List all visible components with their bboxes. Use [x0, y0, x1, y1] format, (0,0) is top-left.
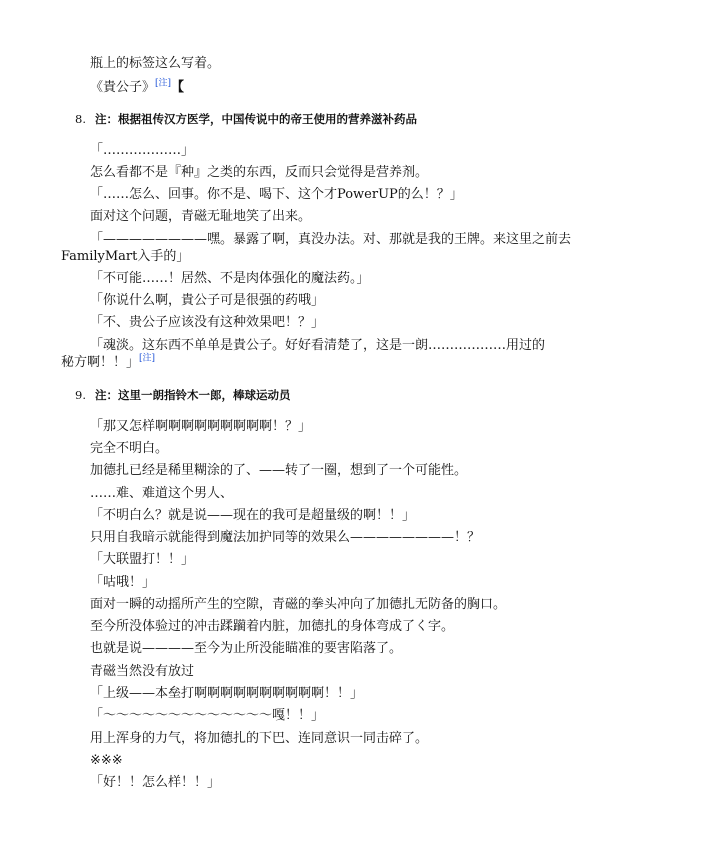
paragraph: 只用自我暗示就能得到魔法加护同等的效果么————————！？ [90, 530, 481, 545]
paragraph: 青磁当然没有放过 [90, 664, 195, 679]
paragraph: 完全不明白。 [90, 441, 169, 456]
paragraph: 「……怎么、回事。你不是、喝下、这个才PowerUP的么！？」 [90, 187, 463, 202]
paragraph: 面对这个问题，青磁无耻地笑了出来。 [90, 209, 312, 224]
footnote-number: 8. [75, 112, 86, 126]
paragraph-continuation [61, 354, 155, 372]
paragraph: 用上浑身的力气，将加德扎的下巴、连同意识一同击碎了。 [90, 731, 429, 746]
bracket-glyph: 【 [171, 80, 185, 95]
paragraph: 也就是说————至今为止所没能瞄准的要害陷落了。 [90, 641, 403, 656]
paragraph: 「魂淡。这东西不单单是貴公子。好好看清楚了，这是一朗………………用过的 [90, 338, 546, 353]
paragraph: 「咕哦！」 [90, 575, 156, 590]
footnote-text: 注：根据祖传汉方医学，中国传说中的帝王使用的营养滋补药品 [95, 112, 417, 126]
paragraph: 「～～～～～～～～～～～～～嘎！！」 [90, 708, 325, 723]
paragraph: 「上级——本垒打啊啊啊啊啊啊啊啊啊啊！！」 [90, 686, 364, 701]
paragraph: 「不明白么？就是说——现在的我可是超量级的啊！！」 [90, 508, 416, 523]
footnote [75, 110, 417, 128]
footnote-ref-link[interactable]: [注] [155, 78, 172, 89]
paragraph-text: 秘方啊！！」 [61, 355, 140, 370]
paragraph: 「不可能……！居然、不是肉体强化的魔法药。」 [90, 271, 370, 286]
paragraph-continuation: FamilyMart入手的」 [61, 249, 190, 264]
paragraph: ……难、难道这个男人、 [90, 486, 234, 501]
paragraph: 至今所没体验过的冲击蹂躏着内脏，加德扎的身体弯成了く字。 [90, 619, 455, 634]
footnote [75, 386, 291, 404]
paragraph: 「大联盟打！！」 [90, 552, 195, 567]
paragraph: 加德扎已经是稀里糊涂的了、——转了一圈，想到了一个可能性。 [90, 463, 468, 478]
paragraph: 「不、贵公子应该没有这种效果吧！？」 [90, 315, 325, 330]
paragraph: 面对一瞬的动摇所产生的空隙，青磁的拳头冲向了加德扎无防备的胸口。 [90, 597, 507, 612]
paragraph: 「………………」 [90, 143, 195, 158]
paragraph: 「你说什么啊，貴公子可是很强的药哦」 [90, 293, 325, 308]
paragraph: 「————————嘿。暴露了啊，真没办法。对、那就是我的王牌。来这里之前去 [90, 232, 572, 247]
footnote-number: 9. [75, 388, 86, 402]
paragraph-text: 《貴公子》 [90, 80, 156, 95]
scene-break: ※※※ [90, 753, 123, 768]
paragraph: 怎么看都不是『种』之类的东西，反而只会觉得是营养剂。 [90, 165, 429, 180]
paragraph: 瓶上的标签这么写着。 [90, 56, 221, 71]
footnote-text: 注：这里一朗指铃木一郎，棒球运动员 [95, 388, 291, 402]
paragraph: 「那又怎样啊啊啊啊啊啊啊啊啊！？」 [90, 419, 312, 434]
paragraph: 「好！！怎么样！！」 [90, 775, 221, 790]
paragraph [90, 79, 184, 97]
footnote-ref-link[interactable]: [注] [139, 353, 156, 364]
